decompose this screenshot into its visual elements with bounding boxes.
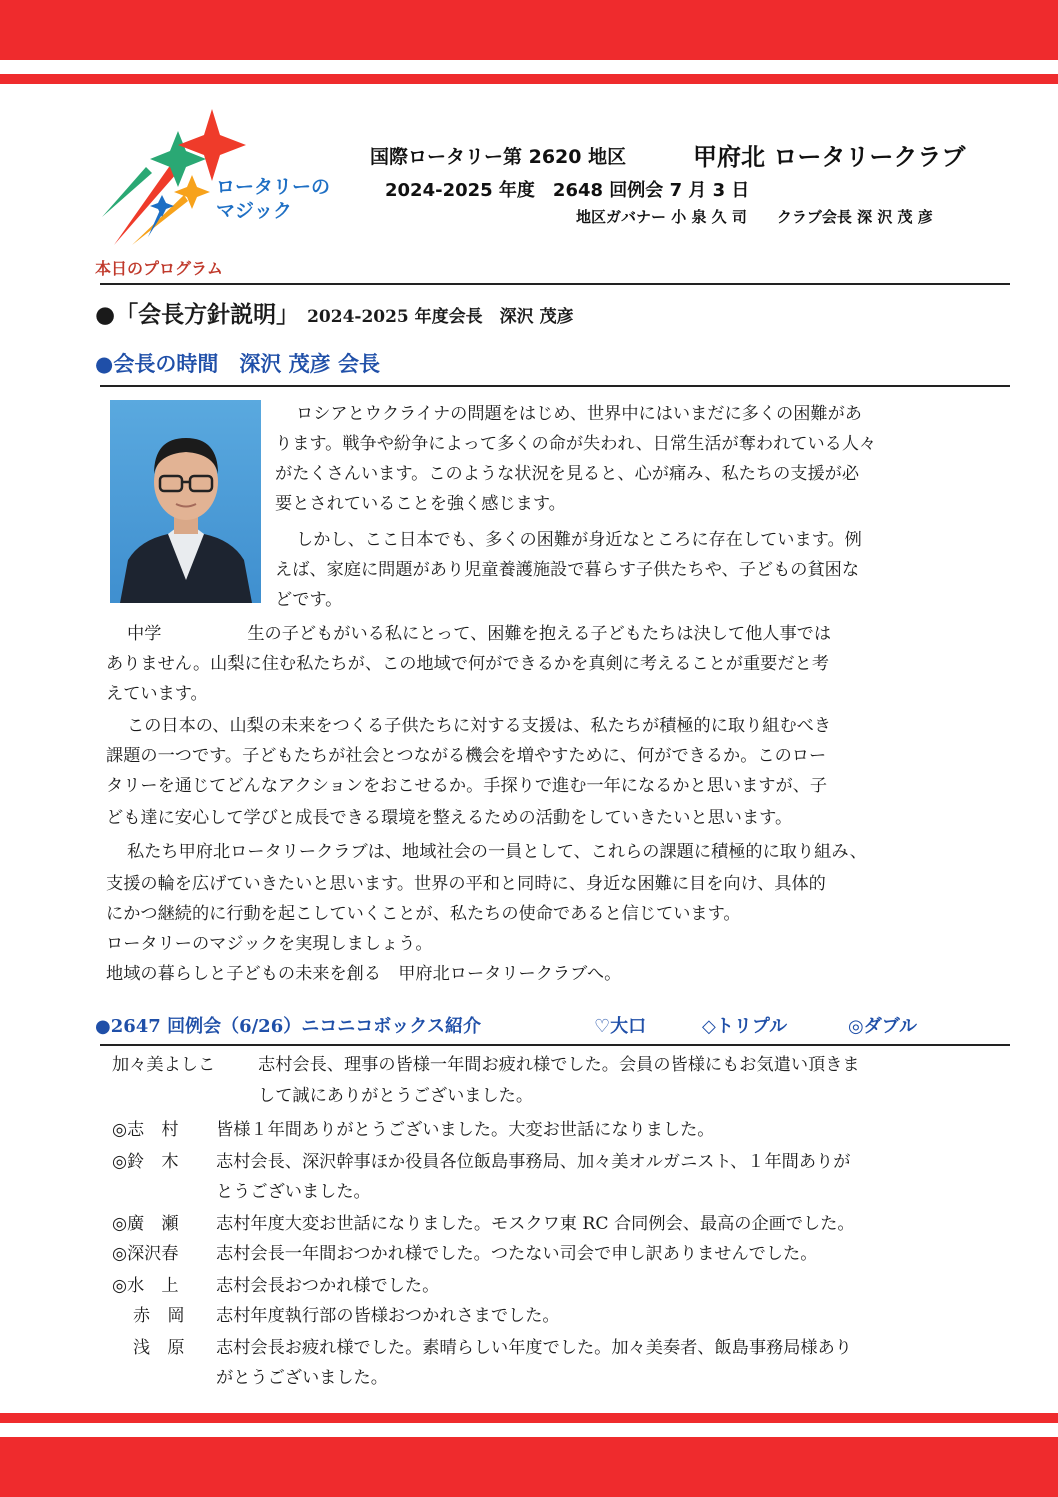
logo-text: ロータリーの マジック	[216, 176, 331, 222]
message-line: 支援の輪を広げていきたいと思います。世界の平和と同時に、身近な困難に目を向け、具体的	[106, 874, 826, 894]
member-name: 浅 原	[133, 1338, 185, 1358]
message-line: がたくさんいます。このような状況を見ると、心が痛み、私たちの支援が必	[275, 464, 860, 484]
member-name: ◎廣 瀬	[112, 1214, 179, 1234]
message-line: この日本の、山梨の未来をつくる子供たちに対する支援は、私たちが積極的に取り組むべき	[127, 716, 832, 736]
message-line: 私たち甲府北ロータリークラブは、地域社会の一員として、これらの課題に積極的に取り組み、	[127, 842, 867, 862]
program-subtitle: 2024-2025 年度会長 深沢 茂彦	[307, 307, 574, 327]
message-line: どです。	[275, 590, 343, 610]
program-title-text: ●「会長方針説明」	[95, 301, 300, 328]
president-photo	[110, 400, 261, 603]
top-red-band	[0, 0, 1058, 60]
message-line: 地域の暮らしと子どもの未来を創る 甲府北ロータリークラブへ。	[106, 964, 622, 984]
bottom-red-band	[0, 1437, 1058, 1497]
divider	[100, 283, 1010, 285]
member-name: ◎鈴 木	[112, 1152, 179, 1172]
member-comment: がとうございました。	[216, 1368, 388, 1388]
member-comment: して誠にありがとうございました。	[258, 1086, 534, 1106]
nikoniko-legend-double: ◎ダブル	[848, 1016, 917, 1037]
message-line: しかし、ここ日本でも、多くの困難が身近なところに存在しています。例	[296, 530, 862, 550]
year-meeting-line: 2024-2025 年度 2648 回例会 7 月 3 日	[385, 180, 750, 201]
message-line: ロシアとウクライナの問題をはじめ、世界中にはいまだに多くの困難があ	[296, 404, 862, 424]
member-comment: 志村会長一年間おつかれ様でした。つたない司会で申し訳ありませんでした。	[216, 1244, 818, 1264]
divider	[100, 1044, 1010, 1046]
officers-line: 地区ガバナー 小 泉 久 司 クラブ会長 深 沢 茂 彦	[576, 208, 933, 226]
bottom-red-stripe	[0, 1413, 1058, 1423]
message-line: タリーを通じてどんなアクションをおこせるか。手探りで進む一年になるかと思いますが、子	[106, 776, 828, 796]
message-line: 要とされていることを強く感じます。	[275, 494, 566, 514]
program-title	[95, 296, 574, 329]
member-comment: 志村会長、理事の皆様一年間お疲れ様でした。会員の皆様にもお気遣い頂きま	[258, 1055, 860, 1075]
member-name: 加々美よしこ	[112, 1055, 216, 1075]
message-line: ります。戦争や紛争によって多くの命が失われ、日常生活が奪われている人々	[275, 434, 877, 454]
member-comment: 志村年度大変お世話になりました。モスクワ東 RC 合同例会、最高の企画でした。	[216, 1214, 855, 1234]
nikoniko-title: ●2647 回例会（6/26）ニコニコボックス紹介	[95, 1016, 482, 1037]
member-comment: 志村会長、深沢幹事ほか役員各位飯島事務局、加々美オルガニスト、１年間ありが	[216, 1152, 851, 1172]
district-line: 国際ロータリー第 2620 地区	[370, 146, 627, 168]
program-label: 本日のプログラム	[95, 259, 223, 278]
message-line: えています。	[106, 684, 208, 704]
president-section-title: ●会長の時間 深沢 茂彦 会長	[95, 351, 380, 376]
nikoniko-legend-ookuchi: ♡大口	[594, 1016, 647, 1037]
member-name: ◎水 上	[112, 1276, 179, 1296]
member-comment: 志村会長お疲れ様でした。素晴らしい年度でした。加々美奏者、飯島事務局様あり	[216, 1338, 852, 1358]
member-comment: 志村会長おつかれ様でした。	[216, 1276, 440, 1296]
message-line: 中学 生の子どもがいる私にとって、困難を抱える子どもたちは決して他人事では	[127, 624, 832, 644]
member-name: ◎志 村	[112, 1120, 179, 1140]
message-line: ども達に安心して学びと成長できる環境を整えるための活動をしていきたいと思います。	[106, 808, 793, 828]
top-red-stripe	[0, 74, 1058, 84]
member-comment: 志村年度執行部の皆様おつかれさまでした。	[216, 1306, 560, 1326]
club-name: 甲府北 ロータリークラブ	[693, 143, 966, 171]
member-name: 赤 岡	[133, 1306, 185, 1326]
message-line: 課題の一つです。子どもたちが社会とつながる機会を増やすために、何ができるか。このロー	[106, 746, 827, 766]
nikoniko-legend-triple: ◇トリプル	[702, 1016, 788, 1037]
message-line: ありません。山梨に住む私たちが、この地域で何ができるかを真剣に考えることが重要だと考	[106, 654, 829, 674]
message-line: えば、家庭に問題があり児童養護施設で暮らす子供たちや、子どもの貧困な	[275, 560, 860, 580]
member-name: ◎深沢春	[112, 1244, 179, 1264]
member-comment: とうございました。	[216, 1182, 371, 1202]
member-comment: 皆様１年間ありがとうございました。大変お世話になりました。	[216, 1120, 715, 1140]
message-line: ロータリーのマジックを実現しましょう。	[106, 934, 433, 954]
message-line: にかつ継続的に行動を起こしていくことが、私たちの使命であると信じています。	[106, 904, 741, 924]
divider	[100, 385, 1010, 387]
